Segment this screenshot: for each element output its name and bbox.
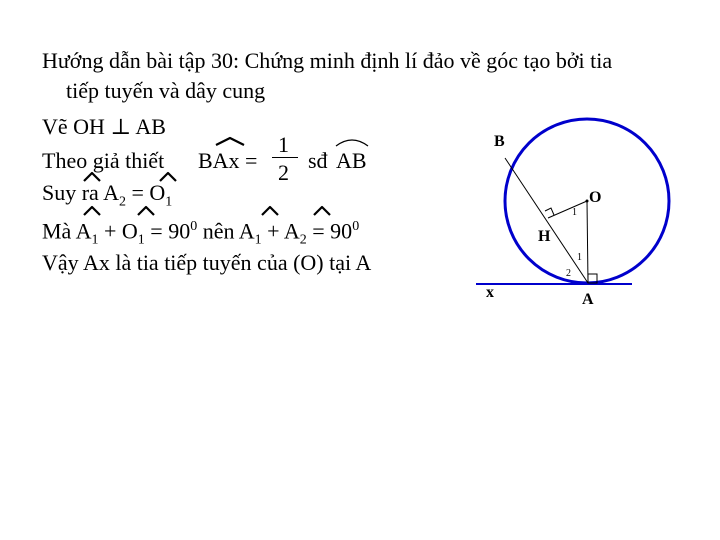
step-hypothesis-label: Theo giả thiết [42,148,165,173]
step3-sub-o: 1 [165,194,173,210]
label-x: x [486,284,494,301]
label-O: O [589,189,602,206]
label-A: A [582,291,594,308]
fraction-numerator: 1 [278,132,289,157]
step4-sub3: 1 [254,232,262,248]
label-B: B [494,133,505,150]
step3-sub-a: 2 [119,194,126,210]
step-draw-perpendicular: Vẽ OH ⊥ AB [42,114,166,139]
step4-prefix: Mà A [42,218,92,244]
step4-p3: nên A [197,218,255,244]
label-H: H [538,228,551,245]
fraction-denominator: 2 [278,160,289,185]
step4-sub1: 1 [91,232,99,248]
chord-AB [505,158,588,283]
right-angle-mark-H [545,208,554,215]
segment-OH [548,201,587,218]
step4-p2: = 90 [144,218,191,244]
angle-A2-label: 2 [566,268,571,279]
angle-A1-label: 1 [577,252,582,263]
step3-prefix: Suy ra A [42,180,119,205]
arc-measure-label: sđ [308,148,328,173]
step4-sub2: 1 [137,232,145,248]
arc-AB-label: AB [336,148,367,173]
heading-line-2: tiếp tuyến và dây cung [66,78,266,103]
step4-p4: + A [261,218,300,244]
step-final-conclusion: Vậy Ax là tia tiếp tuyến của (O) tại A [42,250,372,275]
step4-p5: = 90 [306,218,353,244]
step4-sup1: 0 [190,219,198,234]
step4-sup2: 0 [352,219,360,234]
heading-line-1: Hướng dẫn bài tập 30: Chứng minh định lí đảo về góc tạo bởi tia [42,48,613,73]
angle-BAx-expression: BAx = [198,148,258,173]
radius-OA [587,201,588,283]
step3-mid: = O [126,180,166,205]
angle-O1-label: 1 [572,207,577,218]
step4-sub4: 2 [299,232,307,248]
step4-p1: + O [98,218,138,244]
